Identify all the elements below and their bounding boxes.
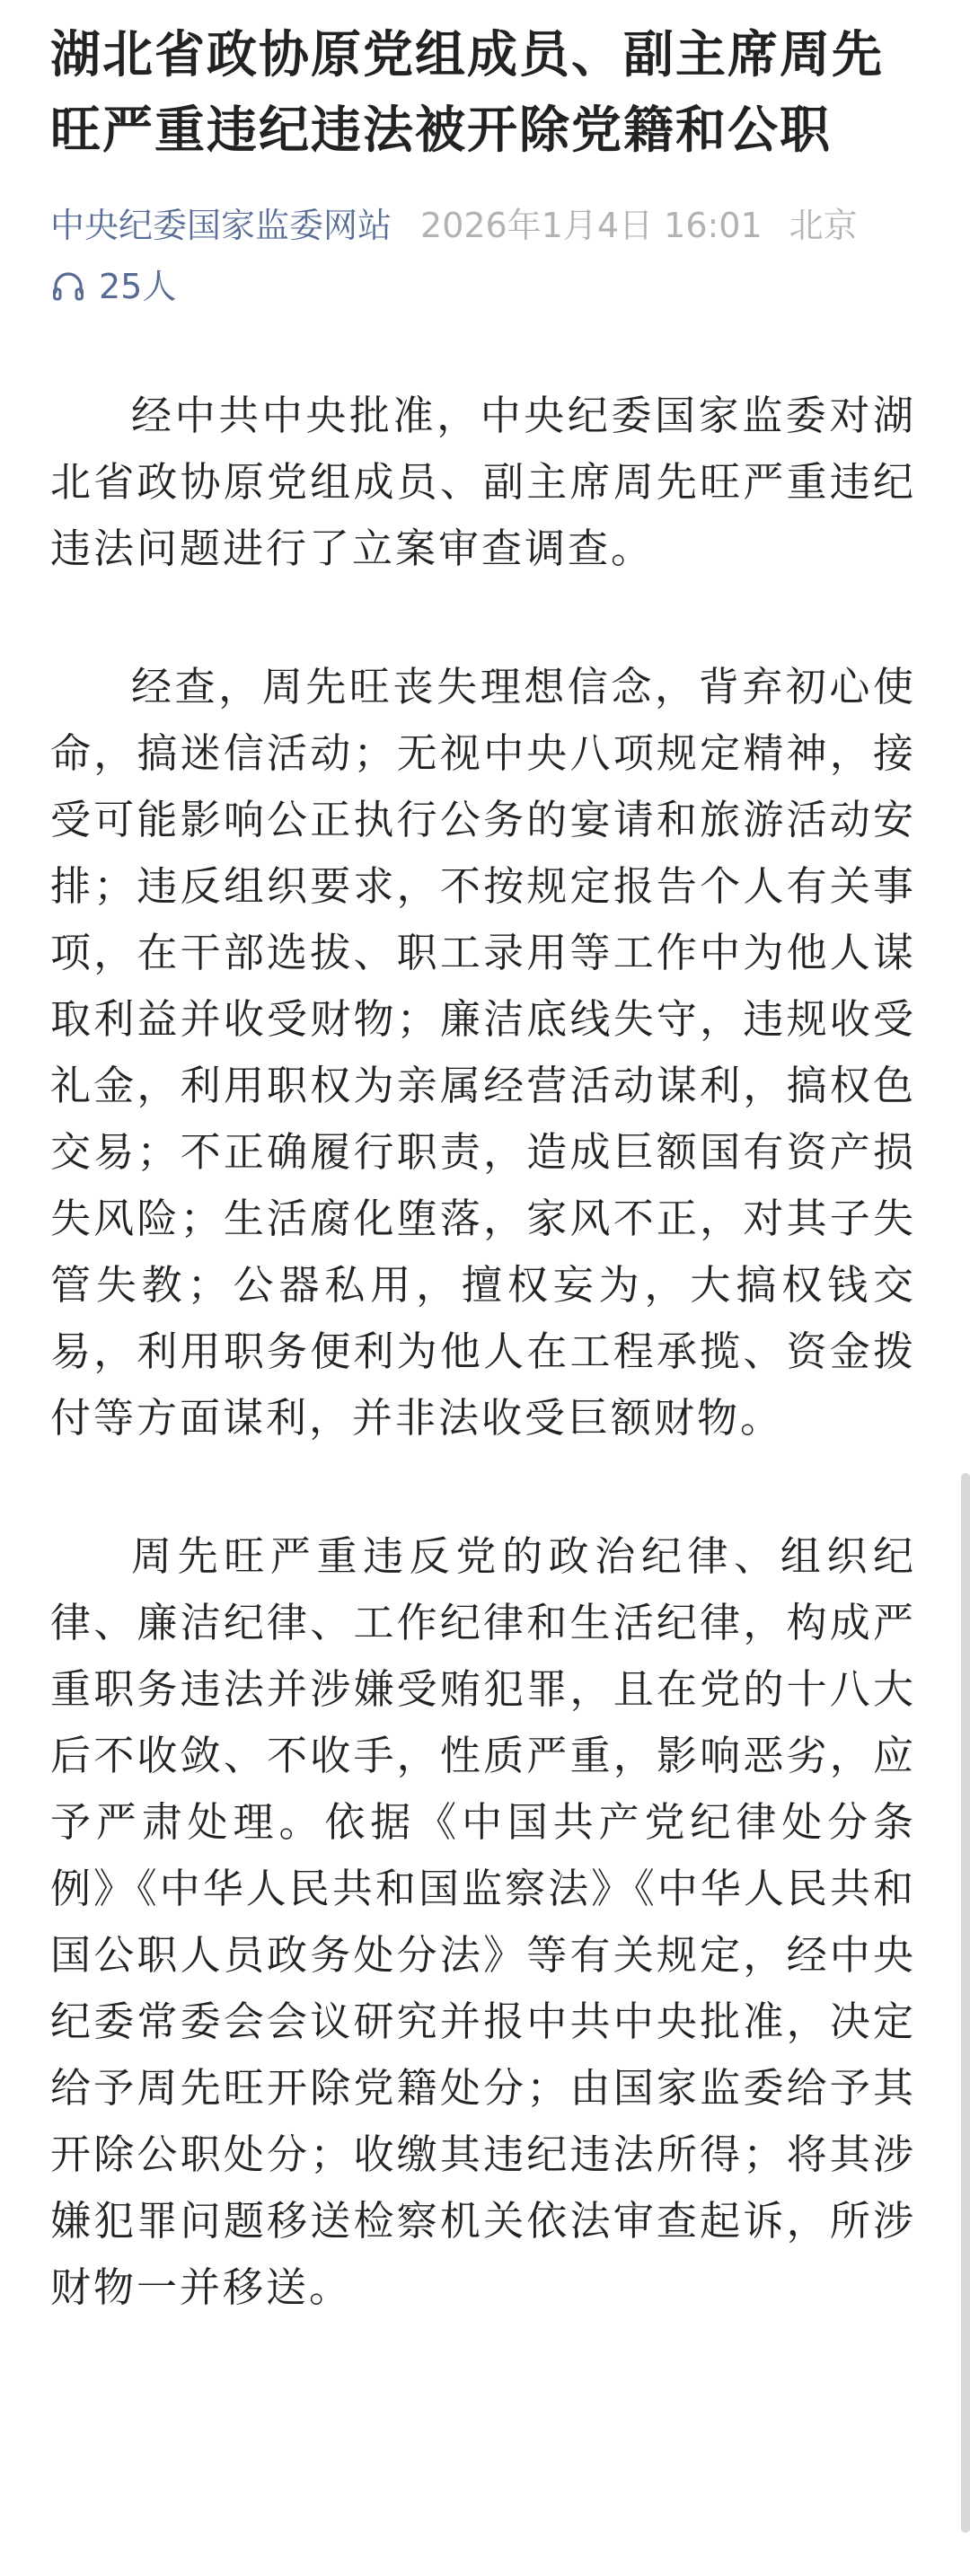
article-meta (50, 201, 916, 250)
publish-location: 北京 (789, 206, 858, 245)
scrollbar[interactable] (961, 1473, 970, 2533)
listen-count: 25人 (99, 267, 177, 306)
paragraph-3: 周先旺严重违反党的政治纪律、组织纪律、廉洁纪律、工作纪律和生活纪律，构成严重职务违法并涉嫌受贿犯罪，且在党的十八大后不收敛、不收手，性质严重，影响恶劣，应予严肃处理。依据《中国共产党纪律处分条例》《中华人民共和国监察法》《中华人民共和国公职人员政务处分法》等有关规定，经中央纪委常委会会议研究并报中共中央批准，决定给予周先旺开除党籍处分；由国家监委给予其开除公职处分；收缴其违纪违法所得；将其涉嫌犯罪问题移送检察机关依法审查起诉，所涉财物一并移送。 (50, 1532, 916, 2311)
paragraph-1: 经中共中央批准，中央纪委国家监委对湖北省政协原党组成员、副主席周先旺严重违纪违法问题进行了立案审查调查。 (50, 392, 916, 572)
headphones-icon (50, 269, 86, 304)
article-title: 湖北省政协原党组成员、副主席周先旺严重违纪违法被开除党籍和公职 (50, 26, 884, 160)
source-link[interactable]: 中央纪委国家监委网站 (50, 206, 392, 245)
listen-button[interactable] (50, 262, 916, 311)
publish-datetime: 2026年1月4日 16:01 (420, 206, 763, 245)
paragraph-2: 经查，周先旺丧失理想信念，背弃初心使命，搞迷信活动；无视中央八项规定精神，接受可能影响公正执行公务的宴请和旅游活动安排；违反组织要求，不按规定报告个人有关事项，在干部选拔、职工录用等工作中为他人谋取利益并收受财物；廉洁底线失守，违规收受礼金，利用职权为亲属经营活动谋利，搞权色交易；不正确履行职责，造成巨额国有资产损失风险；生活腐化堕落，家风不正，对其子失管失教；公器私用，擅权妄为，大搞权钱交易，利用职务便利为他人在工程承揽、资金拨付等方面谋利，并非法收受巨额财物。 (50, 663, 916, 1442)
